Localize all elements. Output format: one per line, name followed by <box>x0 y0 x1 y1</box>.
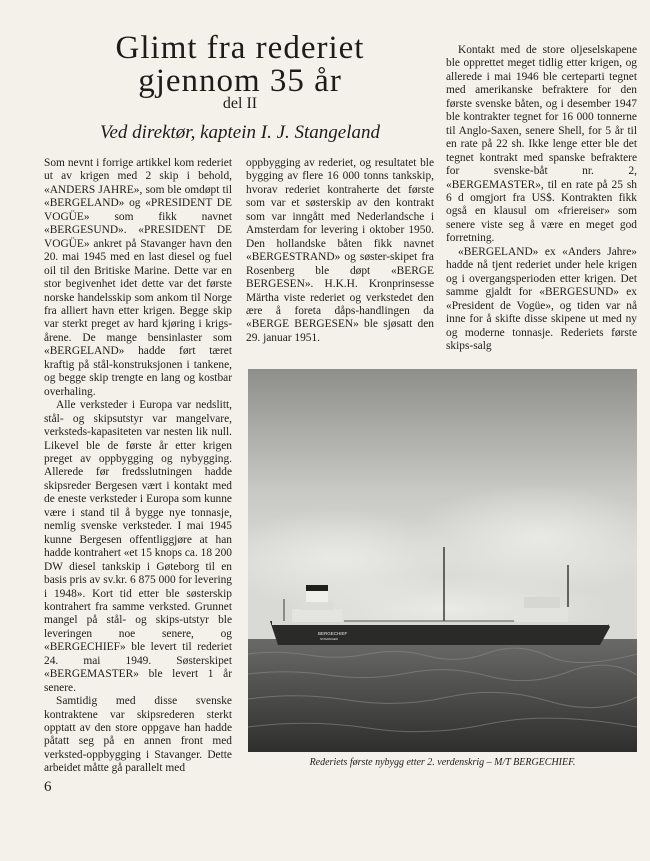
article-part: del II <box>222 95 258 112</box>
hull-port: STAVANGER <box>320 637 338 641</box>
paragraph: Kontakt med de store oljeselskapene ble opprettet meget tidlig etter krigen, og allerede i mai 1946 ble certeparti tegnet med amerikanske befraktere for den første svenske båten, og i desember 1947 ble kontrakter tegnet for 16 000 tonnerne til Anglo-Saxen, senere Shell, for 5 år til en rate på 22 sh. Ikke lenge etter ble det tegnet kontrakt med spanske befraktere for svenske-båt nr. 2, «BERGEMASTER», til en rate på 25 sh 6 d omgjort fra US$. Kontrakten fikk også en klausul om «friereiser» som senere viste seg å være en meget god forretning. <box>446 44 637 245</box>
paragraph: Alle verksteder i Europa var nedslitt, stål- og skipsutstyr var mangelvare, verksteds-kapasiteten var nesten lik null. Likevel ble de første år etter krigen preget av oppbygging og nybygging. Allerede før fredsslutningen hadde skipsreder Bergesen vært i kontakt med de eneste verksteder i Europa som kunne være i stand til å bygge nye tonnasje, nemlig svenske verksteder. I mai 1945 kunne Bergesen offentliggjøre at han hadde kontrahert «et 15 knops ca. 18 200 DW diesel tankskip i Gøteborg til en basis pris av sv.kr. 6 875 000 for levering i 1948». Kort tid etter ble søsterskip kontrahert fra samme verksted. Grunnet mangel på stål- og skips-utstyr ble leveringen noe senere, og «BERGECHIEF» ble levert til rederiet 24. mai 1949. Søsterskipet «BERGEMASTER» ble levert 1 år senere. <box>44 399 232 694</box>
hull-name: BERGECHIEF <box>318 631 348 636</box>
text-column-1 <box>44 157 232 775</box>
ship-photo <box>248 369 637 752</box>
article-title <box>40 32 440 98</box>
paragraph: Samtidig med disse svenske kontraktene var skipsrederen sterkt opptatt av den store oppgave han hadde påtatt seg på en annen front med verksted-oppbygging i Stavanger. Dette arbeidet måtte gå parallelt med <box>44 695 232 775</box>
ship-photo-illustration <box>248 369 637 752</box>
article-title-line-1: Glimt fra rederiet <box>115 30 365 66</box>
text-column-2 <box>246 157 434 353</box>
paragraph: oppbygging av rederiet, og resultatet ble bygging av flere 16 000 tonns tankskip, hvorav rederiet kontraherte det første som var et søsterskip av den kontrakt som var inngått med Nederlandsche i Amsterdam for levering i oktober 1950. Den hollandske båten fikk navnet «BERGESTRAND» og søster-skipet fra Rosenberg ble døpt «BERGE BERGESEN». H.K.H. Kronprinsesse Märtha viste rederiet og verkstedet den ære å foreta dåps-handlingen da «BERGE BERGESEN» ble sjøsatt den 29. januar 1951. <box>246 157 434 344</box>
article-title-line-2: gjennom 35 år <box>138 63 342 99</box>
text-column-3 <box>446 44 637 364</box>
paragraph: Som nevnt i forrige artikkel kom rederiet ut av krigen med 2 skip i behold, «ANDERS JAHRE», som ble omdøpt til «BERGELAND» og «PRESIDENT DE VOGÜE» som fikk navnet «BERGESUND». «PRESIDENT DE VOGÜE» ankret på Stavanger havn den 20. mai 1945 med en last diesel og fuel oil til den Britiske Marine. Dette var en stor begivenhet idet dette var det første norske handelsskip som ankom til Norge fra alliert havn etter krigen. Begge skip var sterkt preget av hard kjøring i krigs-årene. De mange bensinlaster som «BERGELAND» hadde ført tæret kraftig på stål-konstruksjonen i tankene, og begge skip trengte en lang og kostbar overhaling. <box>44 157 232 398</box>
paragraph: «BERGELAND» ex «Anders Jahre» hadde nå tjent rederiet under hele krigen og i overgangsperioden etter krigen. Det samme gjaldt for «BERGESUND» ex «President de Vogüe», og tiden var nå inne for å skifte disse skipene ut med ny og moderne tonnasje. Rederiets første skips-salg <box>446 245 637 352</box>
page-number: 6 <box>44 779 52 795</box>
article-byline: Ved direktør, kaptein I. J. Stangeland <box>99 122 380 143</box>
photo-caption: Rederiets første nybygg etter 2. verdenskrig – M/T BERGECHIEF. <box>309 757 576 768</box>
